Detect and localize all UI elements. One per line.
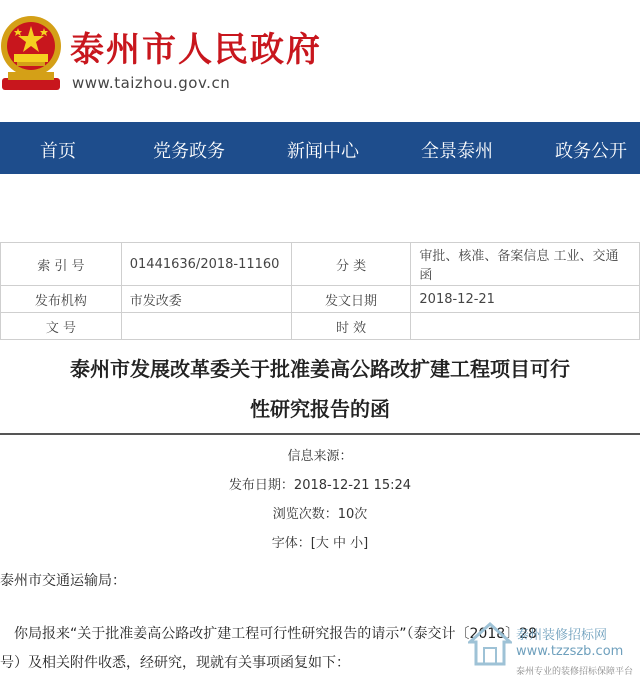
- document-info-table: [0, 242, 640, 340]
- title-line-2: 性研究报告的函: [250, 397, 390, 421]
- site-header: [0, 0, 640, 120]
- nav-item-home[interactable]: 首页: [40, 141, 76, 162]
- nav-item-party-affairs[interactable]: 党务政务: [153, 141, 225, 162]
- site-title: 泰州市人民政府: [70, 30, 322, 70]
- watermark-slogan: 泰州专业的装修招标保障平台: [516, 667, 634, 677]
- publish-date: 发布日期：2018-12-21 15:24: [228, 478, 412, 493]
- view-count: 浏览次数：10次: [272, 507, 368, 522]
- main-nav: [0, 122, 640, 174]
- issue-date-label: 发文日期: [291, 286, 411, 313]
- publisher-label: 发布机构: [1, 286, 122, 313]
- category-value: 审批、核准、备案信息 工业、交通 函: [411, 243, 640, 286]
- national-emblem-icon: [0, 12, 62, 94]
- table-row: [1, 313, 640, 340]
- nav-item-news[interactable]: 新闻中心: [287, 141, 359, 162]
- title-divider: [0, 433, 640, 435]
- salutation: 泰州市交通运输局：: [0, 573, 126, 589]
- watermark-logo: [468, 620, 640, 681]
- issue-date-value: 2018-12-21: [411, 286, 640, 313]
- docno-label: 文 号: [1, 313, 122, 340]
- index-value: 01441636/2018-11160: [121, 243, 291, 286]
- docno-value: [121, 313, 291, 340]
- title-line-1: 泰州市发展改革委关于批准姜高公路改扩建工程项目可行: [70, 357, 570, 381]
- watermark-url: www.tzzszb.com: [516, 644, 624, 659]
- validity-label: 时 效: [291, 313, 411, 340]
- body-paragraph-line-1: 你局报来“关于批准姜高公路改扩建工程可行性研究报告的请示”（泰交计〔2018〕28: [14, 626, 537, 642]
- site-url[interactable]: www.taizhou.gov.cn: [72, 74, 231, 92]
- table-row: [1, 286, 640, 313]
- font-size-switch[interactable]: 字体：[大 中 小]: [271, 536, 369, 551]
- category-label: 分 类: [291, 243, 411, 286]
- info-source: 信息来源：: [287, 449, 353, 464]
- watermark-name: 泰州装修招标网: [516, 628, 608, 643]
- nav-item-gov-open[interactable]: 政务公开: [555, 141, 627, 162]
- index-label: 索 引 号: [1, 243, 122, 286]
- validity-value: [411, 313, 640, 340]
- page-title: [0, 352, 640, 426]
- house-icon: [468, 620, 512, 670]
- table-row: [1, 243, 640, 286]
- body-paragraph-line-2: 号）及相关附件收悉，经研究，现就有关事项函复如下：: [0, 655, 350, 671]
- publisher-value: 市发改委: [121, 286, 291, 313]
- nav-item-panorama[interactable]: 全景泰州: [421, 141, 493, 162]
